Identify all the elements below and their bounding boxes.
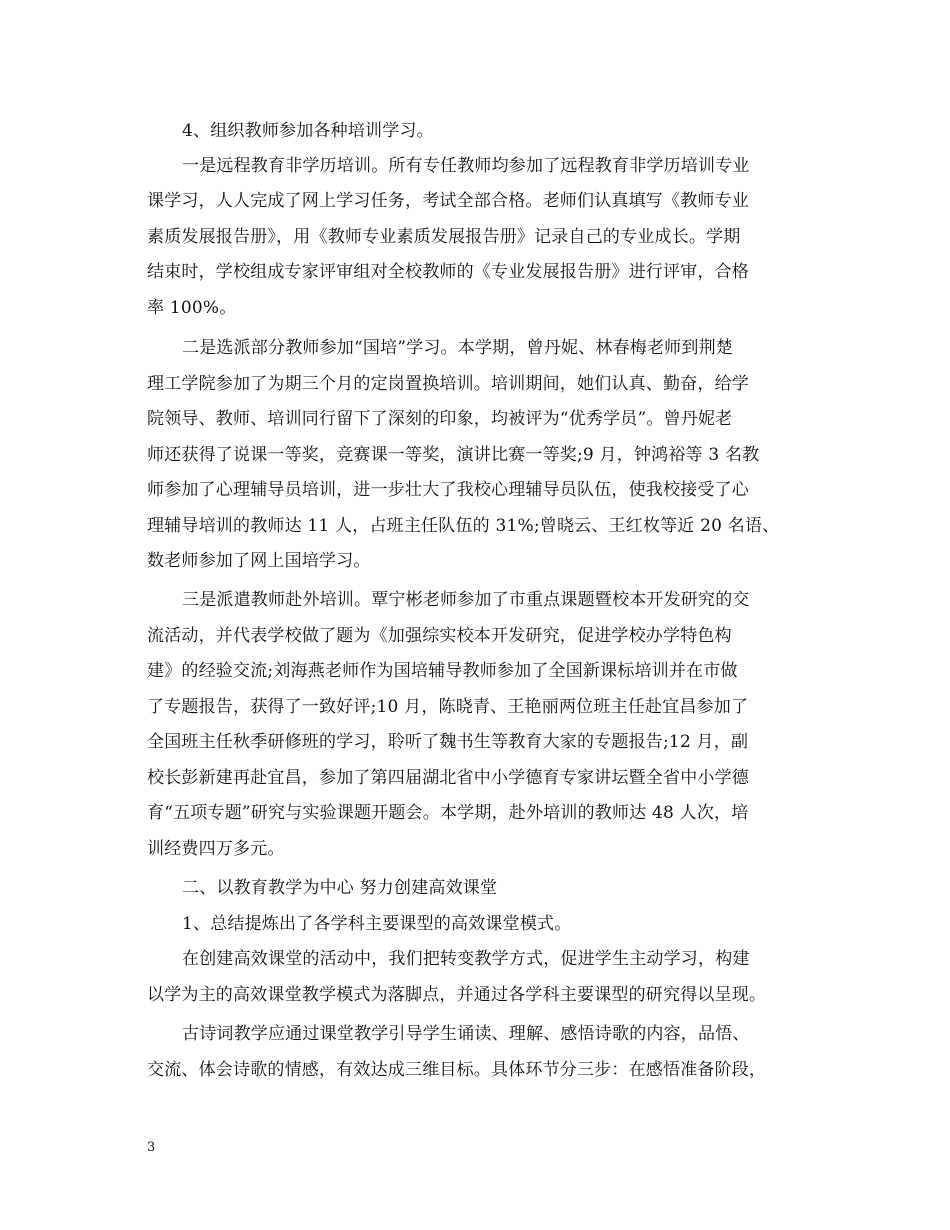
paragraph-line: 在创建高效课堂的活动中，我们把转变教学方式，促进学生主动学习，构建 bbox=[182, 949, 750, 969]
paragraph-line: 二是选派部分教师参加“国培”学习。本学期，曾丹妮、林春梅老师到荆楚 bbox=[182, 338, 733, 358]
paragraph-line: 流活动，并代表学校做了题为《加强综实校本开发研究，促进学校办学特色构 bbox=[147, 626, 732, 646]
subsection-heading: 1、总结提炼出了各学科主要课型的高效课堂模式。 bbox=[182, 914, 572, 934]
paragraph-line: 交流、体会诗歌的情感，有效达成三维目标。具体环节分三步：在感悟准备阶段， bbox=[147, 1060, 767, 1080]
paragraph-line: 育“五项专题”研究与实验课题开题会。本学期，赴外培训的教师达 48 人次，培 bbox=[147, 803, 749, 823]
paragraph-line: 全国班主任秋季研修班的学习，聆听了魏书生等教育大家的专题报告;12 月，副 bbox=[147, 732, 749, 752]
paragraph-line: 以学为主的高效课堂教学模式为落脚点，并通过各学科主要课型的研究得以呈现。 bbox=[147, 985, 767, 1005]
paragraph-line: 校长彭新建再赴宜昌，参加了第四届湖北省中小学德育专家讲坛暨全省中小学德 bbox=[147, 768, 749, 788]
paragraph-line: 院领导、教师、培训同行留下了深刻的印象，均被评为“优秀学员”。曾丹妮老 bbox=[147, 409, 733, 429]
paragraph-line: 率 100%。 bbox=[147, 298, 237, 318]
paragraph-line: 古诗词教学应通过课堂教学引导学生诵读、理解、感悟诗歌的内容，品悟、 bbox=[182, 1024, 750, 1044]
paragraph-line: 建》的经验交流;刘海燕老师作为国培辅导教师参加了全国新课标培训并在市做 bbox=[147, 661, 738, 681]
paragraph-line: 课学习，人人完成了网上学习任务，考试全部合格。老师们认真填写《教师专业 bbox=[147, 191, 749, 211]
paragraph-line: 理工学院参加了为期三个月的定岗置换培训。培训期间，她们认真、勤奋，给学 bbox=[147, 374, 749, 394]
paragraph-line: 理辅导培训的教师达 11 人，占班主任队伍的 31%;曾晓云、王红枚等近 20 名语、 bbox=[147, 516, 780, 536]
paragraph-line: 结束时，学校组成专家评审组对全校教师的《专业发展报告册》进行评审，合格 bbox=[147, 262, 749, 282]
paragraph-line: 训经费四万多元。 bbox=[147, 839, 285, 859]
section-heading: 二、以教育教学为中心 努力创建高效课堂 bbox=[182, 878, 498, 898]
page-number: 3 bbox=[147, 1140, 156, 1155]
section-heading: 4、组织教师参加各种培训学习。 bbox=[182, 121, 434, 141]
paragraph-line: 一是远程教育非学历培训。所有专任教师均参加了远程教育非学历培训专业 bbox=[182, 156, 750, 176]
paragraph-line: 师参加了心理辅导员培训，进一步壮大了我校心理辅导员队伍，使我校接受了心 bbox=[147, 480, 749, 500]
paragraph-line: 了专题报告，获得了一致好评;10 月，陈晓青、王艳丽两位班主任赴宜昌参加了 bbox=[147, 697, 749, 717]
paragraph-line: 师还获得了说课一等奖，竞赛课一等奖，演讲比赛一等奖;9 月，钟鸿裕等 3 名教 bbox=[147, 445, 760, 465]
paragraph-line: 数老师参加了网上国培学习。 bbox=[147, 551, 371, 571]
paragraph-line: 三是派遣教师赴外培训。覃宁彬老师参加了市重点课题暨校本开发研究的交 bbox=[182, 590, 750, 610]
paragraph-line: 素质发展报告册》，用《教师专业素质发展报告册》记录自己的专业成长。学期 bbox=[147, 227, 741, 247]
